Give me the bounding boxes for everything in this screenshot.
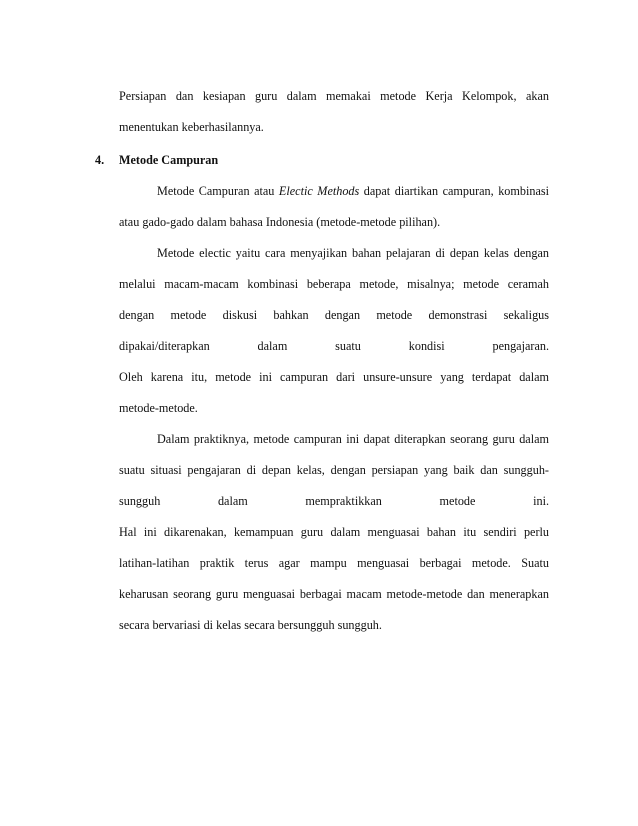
- para3-line-2: suatu situasi pengajaran di depan kelas, dengan persiapan yang baik dan sungguh-: [119, 463, 549, 477]
- para2-line-1: Metode electic yaitu cara menyajikan bahan pelajaran di depan kelas dengan: [157, 246, 549, 260]
- para2-line-4: dipakai/diterapkan dalam suatu kondisi pengajaran.: [119, 339, 549, 353]
- section-title: Metode Campuran: [119, 153, 219, 167]
- intro-line-2: menentukan keberhasilannya.: [119, 120, 264, 134]
- para3-line-3: sungguh dalam mempraktikkan metode ini.: [119, 494, 549, 508]
- para2-line-6: metode-metode.: [119, 401, 198, 415]
- para1-line-1-italic: Electic Methods: [278, 184, 360, 198]
- section-heading: [95, 152, 218, 168]
- section-number: 4.: [95, 153, 105, 167]
- intro-line-1: Persiapan dan kesiapan guru dalam memakai metode Kerja Kelompok, akan: [119, 89, 549, 103]
- para2-line-3: dengan metode diskusi bahkan dengan metode demonstrasi sekaligus: [119, 308, 549, 322]
- para1-line-1: [157, 183, 549, 199]
- para3-line-1: Dalam praktiknya, metode campuran ini dapat diterapkan seorang guru dalam: [157, 432, 549, 446]
- para3-line-5: latihan-latihan praktik terus agar mampu menguasai berbagai metode. Suatu: [119, 556, 549, 570]
- para2-line-5: Oleh karena itu, metode ini campuran dari unsure-unsure yang terdapat dalam: [119, 370, 549, 384]
- para1-line-2: atau gado-gado dalam bahasa Indonesia (metode-metode pilihan).: [119, 215, 441, 229]
- para3-line-6: keharusan seorang guru menguasai berbagai macam metode-metode dan menerapkan: [119, 587, 549, 601]
- para1-line-1-after: dapat diartikan campuran, kombinasi: [359, 184, 549, 198]
- para3-line-7: secara bervariasi di kelas secara bersungguh sungguh.: [119, 618, 382, 632]
- para1-line-1-before: Metode Campuran atau: [157, 184, 279, 198]
- para3-line-4: Hal ini dikarenakan, kemampuan guru dalam menguasai bahan itu sendiri perlu: [119, 525, 549, 539]
- para2-line-2: melalui macam-macam kombinasi beberapa metode, misalnya; metode ceramah: [119, 277, 549, 291]
